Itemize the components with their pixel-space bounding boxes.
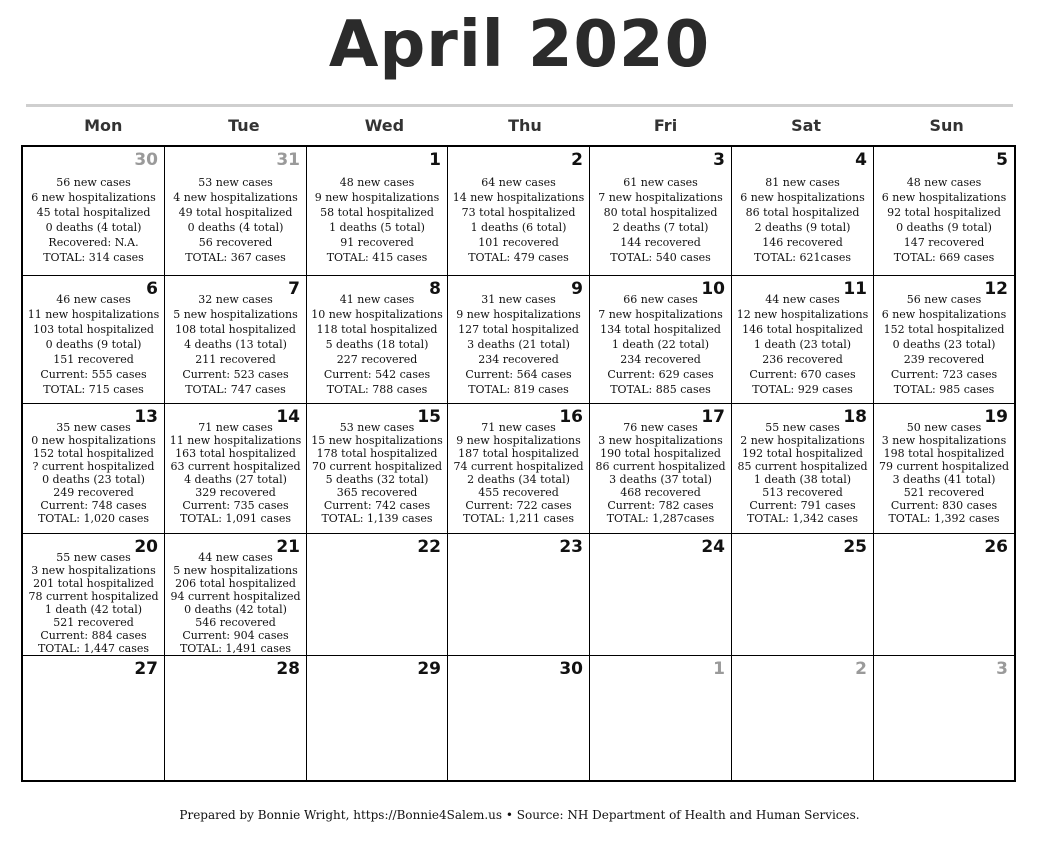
stat-line: 6 new hospitalizations (740, 191, 865, 204)
weekday-label: Sat (791, 116, 822, 135)
day-cell (448, 276, 590, 404)
stat-line: 0 deaths (9 total) (45, 338, 142, 351)
day-number: 6 (146, 279, 158, 299)
day-number: 31 (276, 150, 300, 170)
stat-line: 152 total hospitalized (883, 323, 1005, 336)
stat-line: Current: 723 cases (890, 368, 998, 381)
stat-line: 521 recovered (903, 486, 985, 499)
stat-line: 35 new cases (56, 421, 131, 434)
stat-line: 0 deaths (4 total) (45, 221, 142, 234)
stat-line: TOTAL: 985 cases (893, 383, 995, 396)
stat-line: 236 recovered (762, 353, 843, 366)
day-cell (307, 656, 448, 780)
day-stats (732, 175, 873, 265)
stat-line: 86 current hospitalized (595, 460, 726, 473)
day-number: 22 (417, 537, 441, 557)
day-cell (165, 147, 307, 276)
day-number: 23 (559, 537, 583, 557)
stat-line: 3 new hospitalizations (31, 564, 156, 577)
day-number: 11 (843, 279, 867, 299)
day-cell (590, 276, 732, 404)
day-stats (448, 421, 589, 525)
day-stats (307, 175, 447, 265)
stat-line: 206 total hospitalized (175, 577, 296, 590)
stat-line: 0 deaths (9 total) (896, 221, 992, 234)
stat-line: 64 new cases (481, 176, 556, 189)
stat-line: 56 new cases (906, 293, 982, 306)
stat-line: 0 deaths (23 total) (42, 473, 145, 486)
stat-line: 45 total hospitalized (36, 206, 151, 219)
day-number: 13 (134, 407, 158, 427)
day-number: 28 (276, 659, 300, 679)
day-number: 20 (134, 537, 158, 557)
stat-line: 2 deaths (7 total) (612, 221, 709, 234)
stat-line: 5 new hospitalizations (173, 564, 298, 577)
day-number: 5 (996, 150, 1008, 170)
day-number: 2 (571, 150, 583, 170)
stat-line: Current: 735 cases (182, 499, 289, 512)
stat-line: TOTAL: 929 cases (752, 383, 853, 396)
stat-line: 468 recovered (620, 486, 701, 499)
day-number: 15 (417, 407, 441, 427)
day-number: 26 (984, 537, 1008, 557)
stat-line: Current: 742 cases (323, 499, 431, 512)
stat-line: 81 new cases (765, 176, 840, 189)
day-stats (590, 175, 731, 265)
day-stats (165, 175, 306, 265)
stat-line: 146 recovered (762, 236, 843, 249)
day-number: 12 (984, 279, 1008, 299)
day-number: 2 (855, 659, 867, 679)
stat-line: 53 new cases (198, 176, 273, 189)
stat-line: 56 recovered (198, 236, 273, 249)
stat-line: 152 total hospitalized (33, 447, 154, 460)
day-cell (23, 147, 165, 276)
stat-line: 4 deaths (13 total) (184, 338, 287, 351)
stat-line: 55 new cases (56, 551, 131, 564)
stat-line: 211 recovered (195, 353, 276, 366)
stat-line: 63 current hospitalized (170, 460, 301, 473)
day-number: 25 (843, 537, 867, 557)
day-stats (23, 292, 164, 397)
stat-line: Current: 791 cases (749, 499, 856, 512)
day-number: 1 (429, 150, 441, 170)
day-stats (448, 292, 589, 397)
stat-line: 227 recovered (336, 353, 418, 366)
day-cell (590, 404, 732, 534)
stat-line: 249 recovered (53, 486, 134, 499)
day-cell (165, 404, 307, 534)
stat-line: Current: 722 cases (465, 499, 572, 512)
stat-line: 7 new hospitalizations (598, 191, 723, 204)
stat-line: 365 recovered (336, 486, 418, 499)
day-stats (23, 551, 164, 655)
stat-line: 31 new cases (481, 293, 556, 306)
stat-line: 329 recovered (195, 486, 276, 499)
day-cell (23, 534, 165, 656)
day-number: 3 (713, 150, 725, 170)
stat-line: TOTAL: 479 cases (468, 251, 569, 264)
stat-line: TOTAL: 1,491 cases (179, 642, 292, 655)
stat-line: 3 deaths (41 total) (892, 473, 996, 486)
day-cell (448, 534, 590, 656)
day-stats (23, 175, 164, 265)
stat-line: 163 total hospitalized (175, 447, 296, 460)
weekday-label: Wed (364, 116, 405, 135)
stat-line: 239 recovered (903, 353, 985, 366)
weekday-header (33, 116, 1017, 135)
stat-line: 66 new cases (623, 293, 698, 306)
day-number: 1 (713, 659, 725, 679)
stat-line: Current: 884 cases (40, 629, 147, 642)
stat-line: 5 deaths (32 total) (325, 473, 429, 486)
day-stats (448, 175, 589, 265)
stat-line: 1 death (42 total) (44, 603, 143, 616)
stat-line: Current: 670 cases (749, 368, 856, 381)
source-footer: Prepared by Bonnie Wright, https://Bonnie4Salem.us • Source: NH Department of Health and Human Services. (179, 808, 860, 822)
day-number: 19 (984, 407, 1008, 427)
stat-line: 234 recovered (478, 353, 559, 366)
stat-line: 127 total hospitalized (458, 323, 579, 336)
stat-line: TOTAL: 1,342 cases (746, 512, 859, 525)
stat-line: 3 new hospitalizations (881, 434, 1007, 447)
day-cell (732, 404, 874, 534)
day-number: 14 (276, 407, 300, 427)
day-number: 21 (276, 537, 300, 557)
stat-line: TOTAL: 1,020 cases (37, 512, 150, 525)
stat-line: 50 new cases (906, 421, 982, 434)
day-number: 30 (559, 659, 583, 679)
stat-line: 9 new hospitalizations (456, 434, 581, 447)
stat-line: 151 recovered (53, 353, 134, 366)
day-cell (590, 534, 732, 656)
stat-line: 1 deaths (5 total) (329, 221, 425, 234)
day-cell (874, 404, 1014, 534)
stat-line: 6 new hospitalizations (31, 191, 156, 204)
stat-line: 46 new cases (56, 293, 131, 306)
stat-line: TOTAL: 1,091 cases (179, 512, 292, 525)
stat-line: 41 new cases (339, 293, 415, 306)
stat-line: 1 death (38 total) (753, 473, 852, 486)
stat-line: 1 death (22 total) (611, 338, 710, 351)
stat-line: Current: 904 cases (182, 629, 289, 642)
stat-line: ? current hospitalized (32, 460, 155, 473)
stat-line: TOTAL: 669 cases (893, 251, 995, 264)
day-number: 17 (701, 407, 725, 427)
stat-line: TOTAL: 415 cases (326, 251, 428, 264)
stat-line: 74 current hospitalized (453, 460, 584, 473)
stat-line: TOTAL: 314 cases (43, 251, 144, 264)
weekday-label: Tue (228, 116, 260, 135)
stat-line: 1 deaths (6 total) (470, 221, 567, 234)
stat-line: Current: 555 cases (40, 368, 147, 381)
stat-line: 61 new cases (623, 176, 698, 189)
stat-line: 118 total hospitalized (316, 323, 438, 336)
weekday-label: Thu (508, 116, 542, 135)
stat-line: 91 recovered (340, 236, 414, 249)
stat-line: 513 recovered (762, 486, 843, 499)
stat-line: 0 new hospitalizations (31, 434, 156, 447)
stat-line: 1 death (23 total) (753, 338, 852, 351)
day-stats (23, 421, 164, 525)
day-cell (732, 656, 874, 780)
day-number: 3 (996, 659, 1008, 679)
day-number: 24 (701, 537, 725, 557)
day-cell (307, 404, 448, 534)
stat-line: 521 recovered (53, 616, 134, 629)
day-stats (165, 551, 306, 655)
day-stats (307, 421, 447, 525)
stat-line: 86 total hospitalized (745, 206, 860, 219)
stat-line: 4 new hospitalizations (173, 191, 298, 204)
stat-line: 198 total hospitalized (883, 447, 1005, 460)
stat-line: 71 new cases (481, 421, 556, 434)
day-cell (590, 147, 732, 276)
stat-line: TOTAL: 1,447 cases (37, 642, 150, 655)
day-stats (165, 292, 306, 397)
stat-line: 5 deaths (18 total) (325, 338, 429, 351)
day-cell (23, 656, 165, 780)
weekday-label: Mon (84, 116, 123, 135)
stat-line: 2 new hospitalizations (740, 434, 865, 447)
day-cell (732, 147, 874, 276)
stat-line: 108 total hospitalized (175, 323, 296, 336)
stat-line: 10 new hospitalizations (311, 308, 443, 321)
stat-line: 3 new hospitalizations (598, 434, 723, 447)
day-stats (165, 421, 306, 525)
stat-line: 92 total hospitalized (887, 206, 1001, 219)
stat-line: 2 deaths (34 total) (467, 473, 570, 486)
stat-line: 6 new hospitalizations (881, 308, 1007, 321)
day-cell (448, 404, 590, 534)
stat-line: 48 new cases (339, 176, 415, 189)
day-cell (448, 656, 590, 780)
day-cell (23, 404, 165, 534)
stat-line: Current: 748 cases (40, 499, 147, 512)
stat-line: Current: 523 cases (182, 368, 289, 381)
day-number: 16 (559, 407, 583, 427)
stat-line: 58 total hospitalized (320, 206, 434, 219)
stat-line: 48 new cases (906, 176, 982, 189)
stat-line: TOTAL: 540 cases (610, 251, 711, 264)
stat-line: Current: 629 cases (607, 368, 714, 381)
stat-line: 0 deaths (23 total) (892, 338, 996, 351)
stat-line: 79 current hospitalized (878, 460, 1010, 473)
stat-line: 76 new cases (623, 421, 698, 434)
stat-line: 44 new cases (198, 551, 273, 564)
stat-line: 14 new hospitalizations (452, 191, 585, 204)
stat-line: 71 new cases (198, 421, 273, 434)
stat-line: 134 total hospitalized (600, 323, 721, 336)
calendar-title: April 2020 (328, 8, 711, 82)
stat-line: 9 new hospitalizations (456, 308, 581, 321)
title-divider (26, 104, 1013, 107)
day-number: 29 (417, 659, 441, 679)
stat-line: 9 new hospitalizations (314, 191, 440, 204)
day-stats (307, 292, 447, 397)
stat-line: Current: 782 cases (607, 499, 714, 512)
day-number: 27 (134, 659, 158, 679)
stat-line: Current: 564 cases (465, 368, 572, 381)
stat-line: 44 new cases (765, 293, 840, 306)
stat-line: 5 new hospitalizations (173, 308, 298, 321)
weekday-label: Fri (653, 116, 678, 135)
stat-line: 15 new hospitalizations (311, 434, 443, 447)
day-cell (874, 656, 1014, 780)
day-number: 4 (855, 150, 867, 170)
stat-line: 80 total hospitalized (603, 206, 718, 219)
day-number: 18 (843, 407, 867, 427)
day-cell (23, 276, 165, 404)
day-cell (732, 534, 874, 656)
day-stats (874, 421, 1014, 525)
stat-line: TOTAL: 747 cases (185, 383, 286, 396)
day-number: 30 (134, 150, 158, 170)
stat-line: 187 total hospitalized (458, 447, 579, 460)
stat-line: 78 current hospitalized (28, 590, 159, 603)
stat-line: Current: 542 cases (323, 368, 431, 381)
stat-line: 12 new hospitalizations (736, 308, 869, 321)
stat-line: 0 deaths (4 total) (187, 221, 284, 234)
calendar-grid (21, 145, 1016, 782)
day-cell (448, 147, 590, 276)
stat-line: TOTAL: 788 cases (326, 383, 428, 396)
stat-line: 146 total hospitalized (742, 323, 863, 336)
stat-line: TOTAL: 1,392 cases (888, 512, 1000, 525)
stat-line: TOTAL: 1,287cases (606, 512, 715, 525)
stat-line: Recovered: N.A. (48, 236, 139, 249)
stat-line: 455 recovered (478, 486, 559, 499)
day-number: 9 (571, 279, 583, 299)
day-number: 10 (701, 279, 725, 299)
stat-line: 101 recovered (478, 236, 559, 249)
stat-line: 103 total hospitalized (33, 323, 154, 336)
stat-line: TOTAL: 715 cases (43, 383, 144, 396)
day-number: 7 (288, 279, 300, 299)
stat-line: TOTAL: 1,139 cases (321, 512, 433, 525)
day-cell (874, 534, 1014, 656)
day-cell (307, 276, 448, 404)
stat-line: 3 deaths (21 total) (467, 338, 570, 351)
stat-line: 0 deaths (42 total) (184, 603, 287, 616)
day-cell (874, 147, 1014, 276)
stat-line: 11 new hospitalizations (169, 434, 302, 447)
day-cell (732, 276, 874, 404)
stat-line: 144 recovered (620, 236, 701, 249)
stat-line: 178 total hospitalized (316, 447, 438, 460)
day-cell (165, 656, 307, 780)
day-cell (307, 147, 448, 276)
day-stats (874, 292, 1014, 397)
stat-line: 94 current hospitalized (170, 590, 301, 603)
stat-line: 190 total hospitalized (600, 447, 721, 460)
stat-line: 85 current hospitalized (737, 460, 868, 473)
stat-line: 70 current hospitalized (311, 460, 443, 473)
day-number: 8 (429, 279, 441, 299)
stat-line: 49 total hospitalized (178, 206, 293, 219)
day-stats (732, 421, 873, 525)
stat-line: 7 new hospitalizations (598, 308, 723, 321)
stat-line: 234 recovered (620, 353, 701, 366)
stat-line: 3 deaths (37 total) (609, 473, 712, 486)
stat-line: TOTAL: 367 cases (185, 251, 286, 264)
stat-line: 56 new cases (56, 176, 131, 189)
stat-line: 73 total hospitalized (461, 206, 576, 219)
day-cell (165, 276, 307, 404)
stat-line: TOTAL: 621cases (753, 251, 852, 264)
day-stats (732, 292, 873, 397)
stat-line: 546 recovered (195, 616, 276, 629)
day-cell (307, 534, 448, 656)
day-stats (590, 292, 731, 397)
stat-line: 55 new cases (765, 421, 840, 434)
stat-line: 2 deaths (9 total) (754, 221, 851, 234)
day-cell (165, 534, 307, 656)
stat-line: 6 new hospitalizations (881, 191, 1007, 204)
stat-line: 192 total hospitalized (742, 447, 863, 460)
stat-line: 4 deaths (27 total) (184, 473, 287, 486)
stat-line: TOTAL: 819 cases (468, 383, 569, 396)
day-cell (874, 276, 1014, 404)
stat-line: TOTAL: 885 cases (610, 383, 711, 396)
stat-line: 201 total hospitalized (33, 577, 154, 590)
stat-line: 32 new cases (198, 293, 273, 306)
weekday-label: Sun (929, 116, 964, 135)
day-cell (590, 656, 732, 780)
stat-line: Current: 830 cases (890, 499, 998, 512)
stat-line: 11 new hospitalizations (27, 308, 160, 321)
stat-line: TOTAL: 1,211 cases (462, 512, 575, 525)
stat-line: 53 new cases (339, 421, 415, 434)
day-stats (874, 175, 1014, 265)
stat-line: 147 recovered (903, 236, 985, 249)
day-stats (590, 421, 731, 525)
